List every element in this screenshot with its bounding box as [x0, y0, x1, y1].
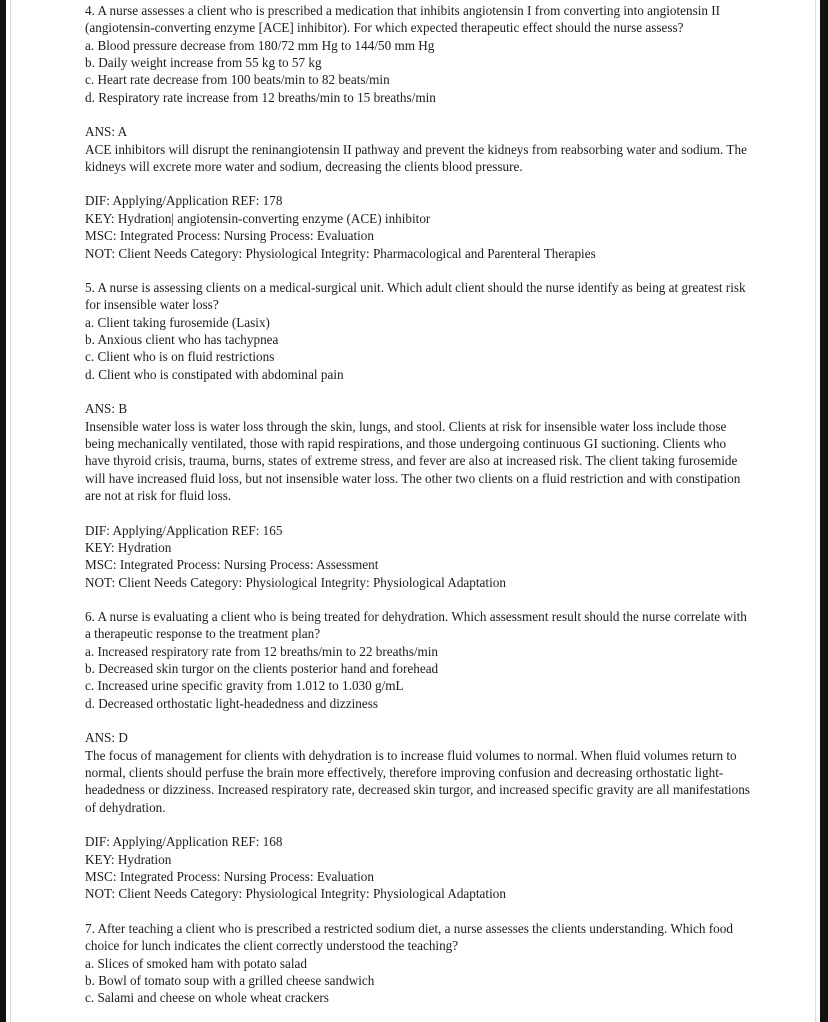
text-block-metadata-5 [85, 522, 750, 591]
text-block-question-4 [85, 2, 750, 106]
text-block-answer-4 [85, 123, 750, 175]
question-line: c. Increased urine specific gravity from 1.012 to 1.030 g/mL [85, 678, 404, 694]
scan-rule-right-artifact [815, 0, 816, 1022]
metadata-line: DIF: Applying/Application REF: 168 [85, 834, 283, 850]
answer-line: ANS: D [85, 730, 128, 746]
question-line: c. Salami and cheese on whole wheat crackers [85, 990, 329, 1006]
question-line: a. Increased respiratory rate from 12 breaths/min to 22 breaths/min [85, 643, 439, 659]
scan-rule-left-artifact [10, 0, 11, 1022]
question-line: 6. A nurse is evaluating a client who is being treated for dehydration. Which assessment result should the nurse correlate with a therapeutic response to the treatment plan? [85, 609, 751, 642]
metadata-line: DIF: Applying/Application REF: 178 [85, 193, 283, 209]
question-line: 7. After teaching a client who is prescribed a restricted sodium diet, a nurse assesses the clients understanding. Which food choice for lunch indicates the client correctly understood the teaching? [85, 920, 737, 954]
text-block-question-5 [85, 279, 750, 383]
answer-line: ACE inhibitors will disrupt the reninangiotensin II pathway and prevent the kidneys from reabsorbing water and sodium. The kidneys will excrete more water and sodium, decreasing the clients blood pressure. [85, 141, 751, 174]
question-line: d. Respiratory rate increase from 12 breaths/min to 15 breaths/min [85, 89, 436, 105]
question-line: 5. A nurse is assessing clients on a medical-surgical unit. Which adult client should the nurse identify as being at greatest risk for insensible water loss? [85, 280, 749, 313]
answer-line: Insensible water loss is water loss through the skin, lungs, and stool. Clients at risk for insensible water loss include those being mechanically ventilated, those with rapid respirations, and those undergoing continuous GI suctioning. Clients who have thyroid crisis, trauma, burns, states of extreme stress, and fever are also at increased risk. The client taking furosemide will have increased fluid loss, but not insensible water loss. The other two clients on a fluid restriction and with constipation are not at risk for fluid loss. [85, 418, 744, 503]
question-line: c. Heart rate decrease from 100 beats/min to 82 beats/min [85, 72, 390, 88]
scan-edge-left-artifact [0, 0, 6, 1022]
question-line: b. Bowl of tomato soup with a grilled cheese sandwich [85, 972, 375, 988]
question-line: d. Decreased orthostatic light-headedness and dizziness [85, 695, 378, 711]
scan-edge-right-artifact [820, 0, 828, 1022]
question-line: b. Decreased skin turgor on the clients posterior hand and forehead [85, 661, 439, 677]
metadata-line: MSC: Integrated Process: Nursing Process: Evaluation [85, 228, 374, 244]
text-block-metadata-6 [85, 833, 750, 902]
document-text-body [85, 2, 754, 1007]
question-line: a. Slices of smoked ham with potato salad [85, 955, 307, 971]
text-block-question-6 [85, 608, 750, 712]
question-line: 4. A nurse assesses a client who is prescribed a medication that inhibits angiotensin I from converting into angiotensin II (angiotensin-converting enzyme [ACE] inhibitor). For which expected therapeutic effect should the nurse assess? [85, 3, 724, 36]
answer-line: ANS: A [85, 124, 128, 140]
question-line: c. Client who is on fluid restrictions [85, 349, 275, 365]
metadata-line: KEY: Hydration [85, 539, 172, 555]
metadata-line: NOT: Client Needs Category: Physiological Integrity: Physiological Adaptation [85, 574, 506, 590]
text-block-answer-5 [85, 400, 750, 504]
metadata-line: MSC: Integrated Process: Nursing Process: Evaluation [85, 868, 374, 884]
answer-line: ANS: B [85, 401, 128, 417]
text-block-answer-6 [85, 729, 754, 816]
metadata-line: MSC: Integrated Process: Nursing Process: Assessment [85, 557, 379, 573]
metadata-line: NOT: Client Needs Category: Physiological Integrity: Physiological Adaptation [85, 886, 506, 902]
question-line: b. Daily weight increase from 55 kg to 57 kg [85, 55, 322, 71]
question-line: d. Client who is constipated with abdominal pain [85, 366, 344, 382]
text-block-metadata-4 [85, 192, 750, 261]
answer-line: The focus of management for clients with dehydration is to increase fluid volumes to normal. When fluid volumes return to normal, clients should perfuse the brain more effectively, therefore improving confusion and decreasing orthostatic light-headedness or dizziness. Increased respiratory rate, decreased skin turgor, and increased specific gravity are all manifestations of dehydration. [85, 747, 754, 815]
metadata-line: NOT: Client Needs Category: Physiological Integrity: Pharmacological and Parenteral Therapies [85, 245, 596, 261]
question-line: a. Blood pressure decrease from 180/72 mm Hg to 144/50 mm Hg [85, 37, 435, 53]
question-line: a. Client taking furosemide (Lasix) [85, 314, 270, 330]
question-line: b. Anxious client who has tachypnea [85, 332, 279, 348]
metadata-line: DIF: Applying/Application REF: 165 [85, 522, 283, 538]
text-block-question-7 [85, 920, 750, 1007]
metadata-line: KEY: Hydration| angiotensin-converting enzyme (ACE) inhibitor [85, 210, 431, 226]
metadata-line: KEY: Hydration [85, 851, 172, 867]
